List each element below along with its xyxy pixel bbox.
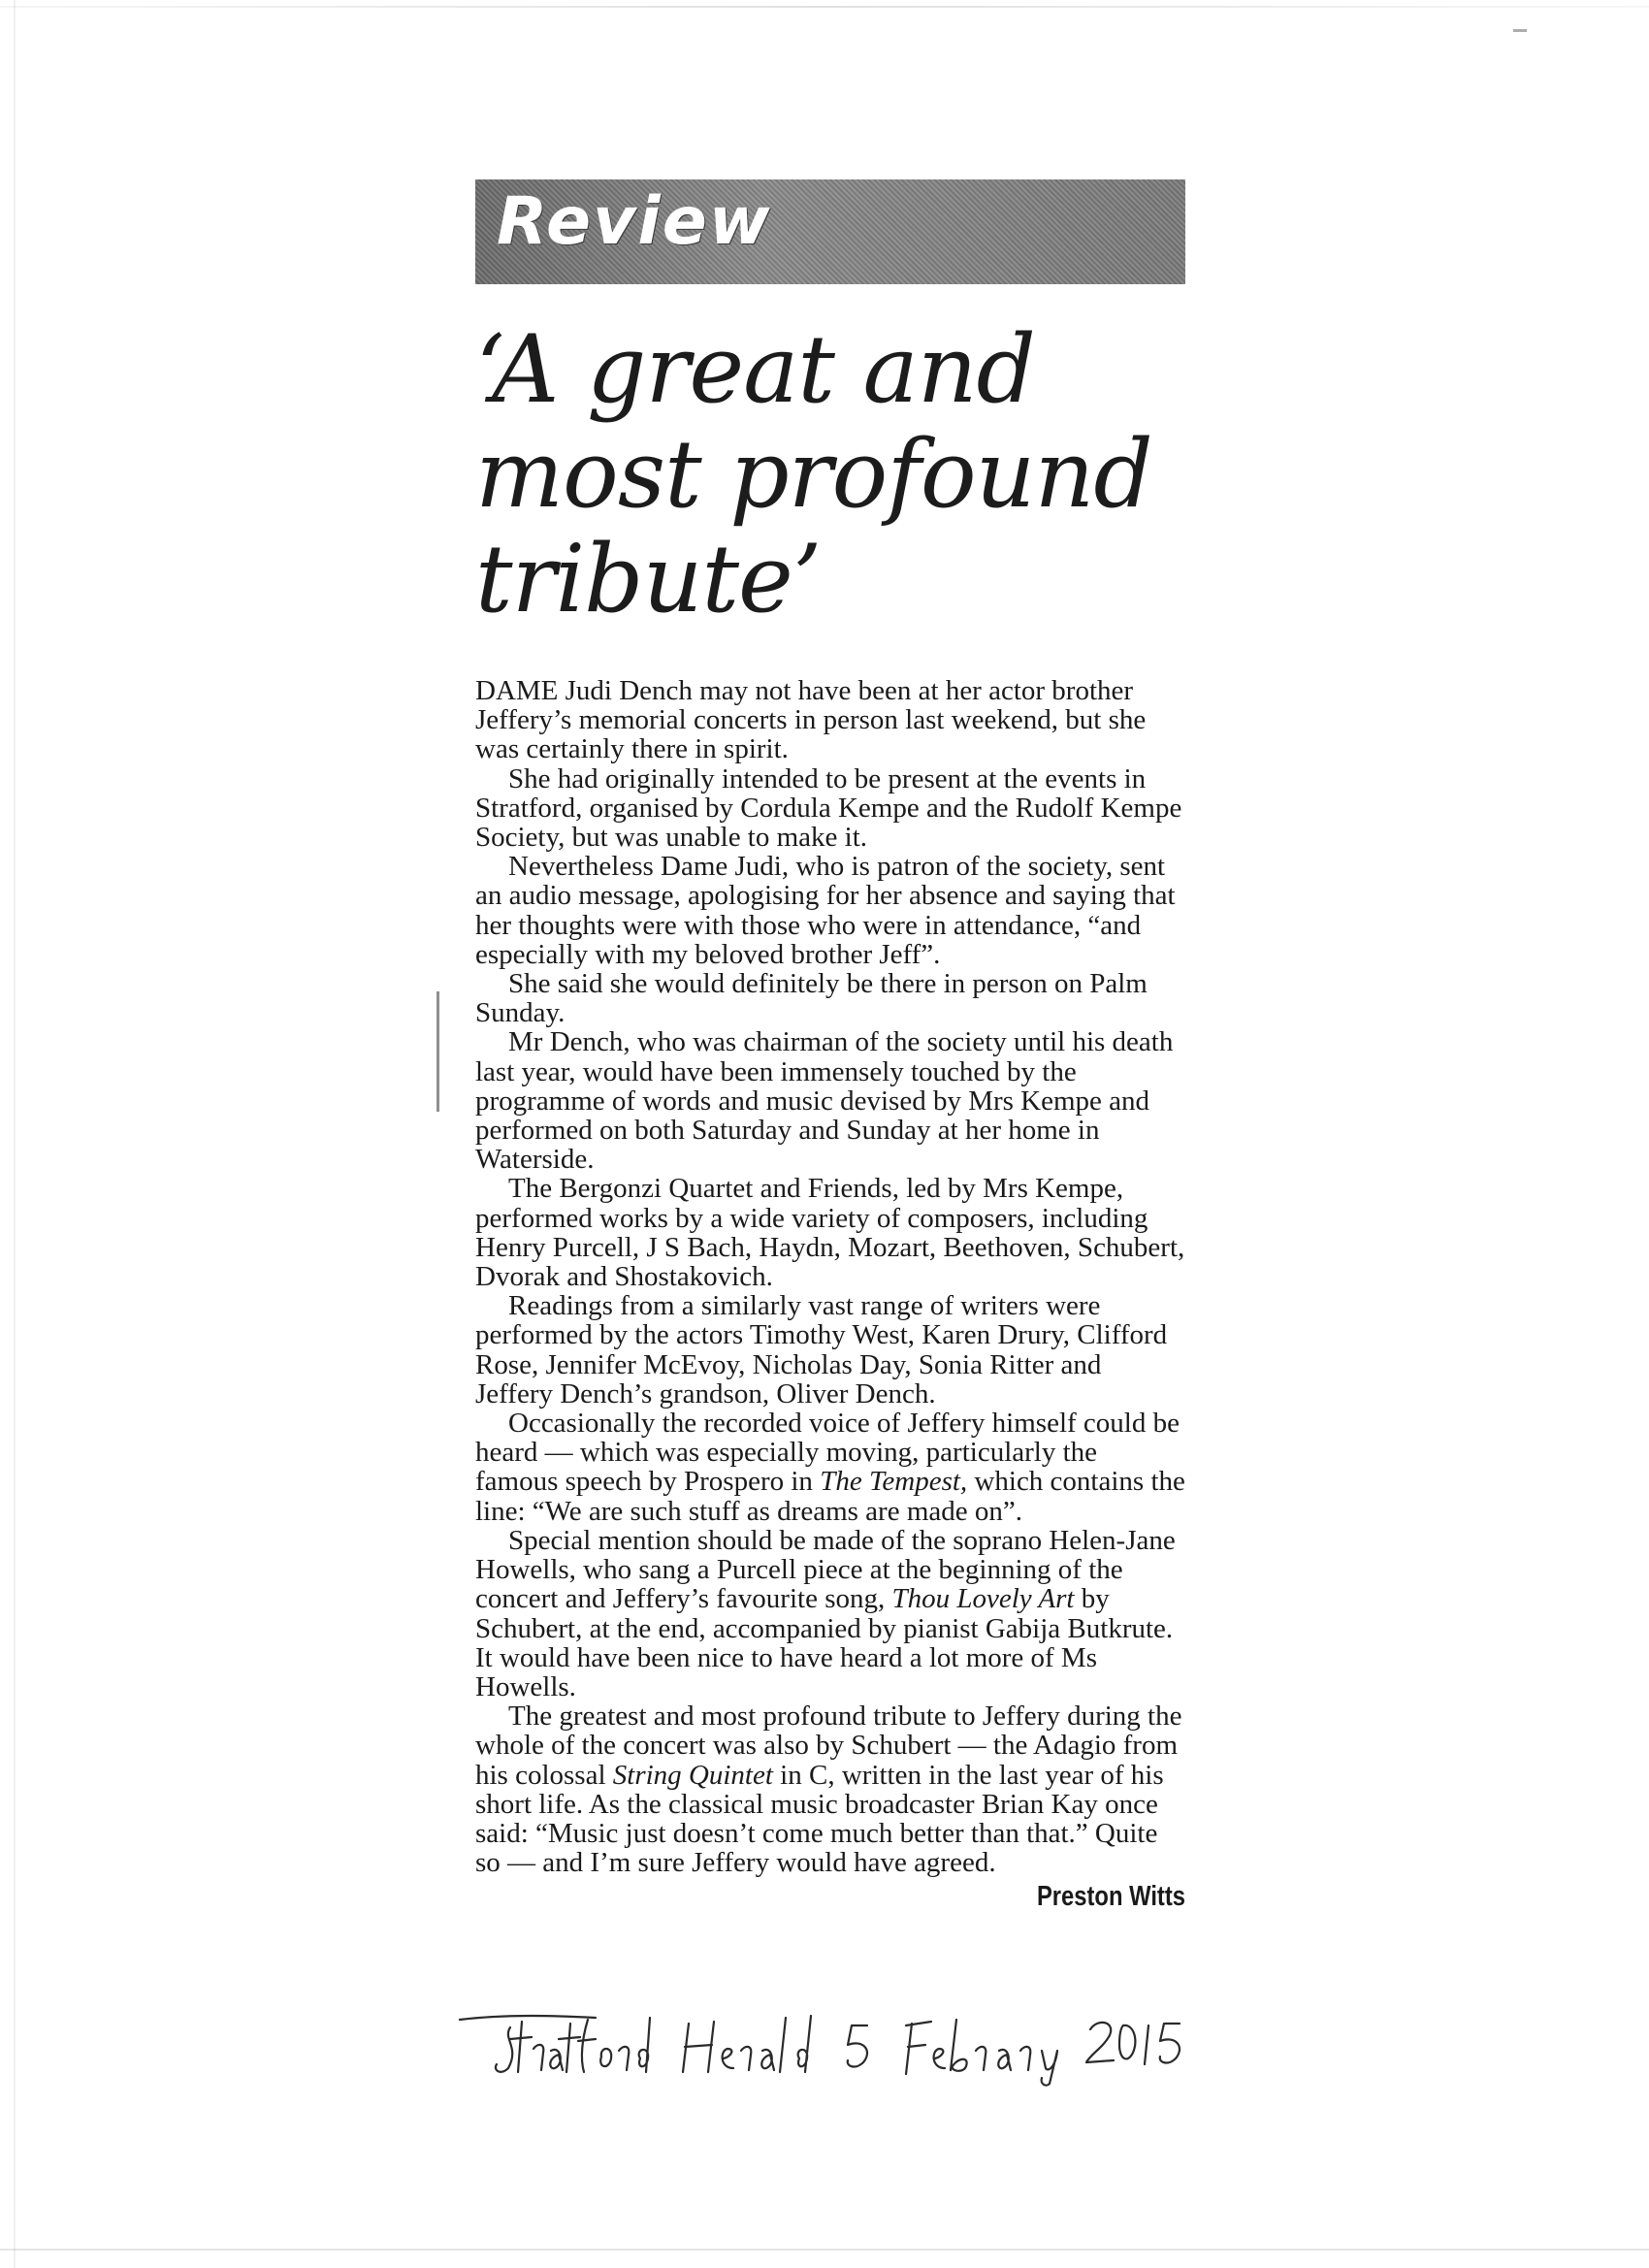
article-paragraph: Readings from a similarly vast range of writers were performed by the actors Timothy West, Karen Drury, Clifford Rose, Jennifer McEvoy, Nicholas Day, Sonia Ritter and Jeffery Dench’s grandson, Oliver Dench. xyxy=(475,1290,1168,1409)
paragraph-text: by Schubert, at the end, accompanied by pianist Gabija Butkrute. It would have been nice to have heard a lot more of Ms Howells. xyxy=(475,1583,1174,1702)
scan-edge-left xyxy=(14,0,16,2268)
article-paragraph xyxy=(475,1409,1185,1526)
article-paragraph xyxy=(475,1701,1185,1877)
article-paragraph: She said she would definitely be there in person on Palm Sunday. xyxy=(475,968,1148,1029)
article-paragraph: DAME Judi Dench may not have been at her actor brother Jeffery’s memorial concerts in person last weekend, but she was certainly there in spirit. xyxy=(475,675,1147,765)
article-body xyxy=(475,676,1185,1913)
work-title: Thou Lovely Art xyxy=(891,1583,1075,1615)
scan-edge-bottom xyxy=(0,2249,1649,2251)
handwriting-signature xyxy=(450,2000,1207,2088)
paragraph-text: Occasionally the recorded voice of Jeffery himself could be heard — which was especially moving, particularly the famous speech by Prospero in xyxy=(475,1408,1180,1498)
article-paragraph xyxy=(475,1526,1185,1701)
section-banner xyxy=(475,179,1185,284)
scan-speck xyxy=(1513,29,1527,32)
margin-pen-mark xyxy=(436,991,439,1112)
paragraph-text: in C, written in the last year of his short life. As the classical music broadcaster Brian Kay once said: “Music just doesn’t come much better than that.” Quite so — and I’m sure Jeffery would have agreed. xyxy=(475,1759,1164,1879)
handwritten-source-note xyxy=(450,2000,1207,2088)
work-title: The Tempest, xyxy=(820,1466,968,1498)
article-headline: ‘A great and most profound tribute’ xyxy=(475,315,1152,633)
paragraph-text: Special mention should be made of the soprano Helen-Jane Howells, who sang a Purcell piece at the beginning of the concert and Jeffery’s favourite song, xyxy=(475,1524,1176,1615)
work-title: String Quintet xyxy=(612,1759,773,1791)
article-paragraph: She had originally intended to be present at the events in Stratford, organised by Cordula Kempe and the Rudolf Kempe Society, but was unable to make it. xyxy=(475,762,1182,854)
article-byline: Preston Witts xyxy=(1036,1881,1185,1913)
article-paragraph: The Bergonzi Quartet and Friends, led by Mrs Kempe, performed works by a wide variety of composers, including Henry Purcell, J S Bach, Haydn, Mozart, Beethoven, Schubert, Dvorak and Shostakovich. xyxy=(475,1173,1185,1293)
paragraph-text: The greatest and most profound tribute to Jeffery during the whole of the concert was also by Schubert — the Adagio from his colossal xyxy=(475,1701,1182,1791)
article-paragraph: Mr Dench, who was chairman of the society until his death last year, would have been immensely touched by the programme of words and music devised by Mrs Kempe and performed on both Saturday and Sunday at her home in Waterside. xyxy=(475,1026,1174,1176)
section-label: Review xyxy=(497,183,772,260)
scan-edge-top xyxy=(0,6,1649,8)
paragraph-text: which contains the line: “We are such stuff as dreams are made on”. xyxy=(475,1466,1185,1527)
newspaper-clipping xyxy=(475,179,1185,1913)
article-paragraph: Nevertheless Dame Judi, who is patron of the society, sent an audio message, apologising for her absence and saying that her thoughts were with those who were in attendance, “and especially with my beloved brother Jeff”. xyxy=(475,851,1176,970)
